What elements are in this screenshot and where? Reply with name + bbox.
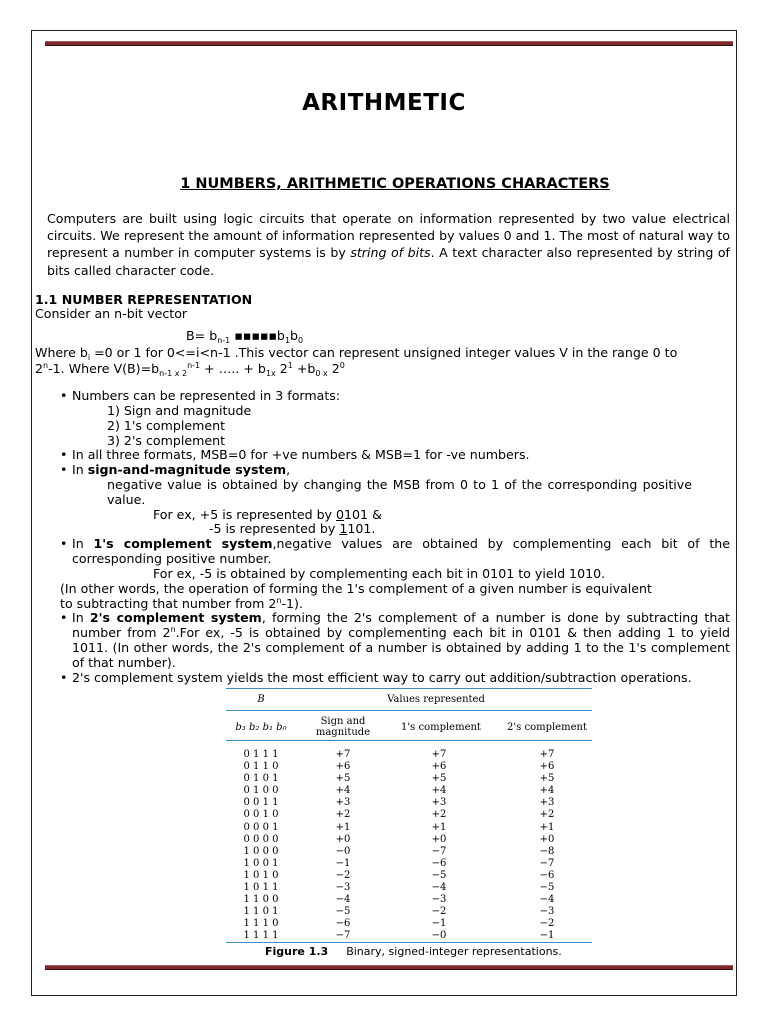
intro-emphasis: string of bits xyxy=(350,245,431,261)
sign-magnitude-column: +7 +6 +5 +4 +3 +2 +1 +0 −0 −1 −2 −3 −4 −5 −6 −7 xyxy=(335,749,351,942)
header-sign-magnitude: Sign and magnitude xyxy=(315,716,371,738)
figure-caption xyxy=(265,945,562,958)
table-header-rule xyxy=(226,740,592,741)
note-line-2: to subtracting that number from 2$^n$-1). xyxy=(60,596,303,611)
example-minus-five: -5 is represented by 1101. xyxy=(209,521,376,536)
intro-paragraph: Computers are built using logic circuits that operate on information represented by two value electrical circuits. We represent the amount of information represented by values 0 and 1. The most of natural way to represent a number in computer systems is by string of bits. A text character also represented by string of bits called character code. xyxy=(47,211,730,278)
example-plus-five: For ex, +5 is represented by 0101 & xyxy=(153,507,382,522)
where-line-1: Where $b_i =0$ or 1 for 0<=i<n-1 .This vector can represent unsigned integer values V in the range 0 to xyxy=(35,345,678,362)
table-mid-rule xyxy=(226,710,592,711)
header-twos-complement: 2's complement xyxy=(507,722,587,733)
signed-integer-table xyxy=(226,688,592,943)
vector-formula: $B= b_{n-1}$ $▪▪▪▪▪b_1b_0$ xyxy=(186,328,304,345)
note-line-1: (In other words, the operation of forming the 1's complement of a given number is equivalent xyxy=(60,581,652,596)
header-values-represented: Values represented xyxy=(387,694,485,705)
bullet-efficiency: • 2's complement system yields the most efficient way to carry out addition/subtraction operations. xyxy=(72,670,692,685)
bullet-formats: • Numbers can be represented in 3 formats: xyxy=(72,388,340,403)
table-top-rule xyxy=(226,688,592,689)
twos-complement-column: +7 +6 +5 +4 +3 +2 +1 +0 −8 −7 −6 −5 −4 −3 −2 −1 xyxy=(539,749,555,942)
section-heading: 1 NUMBERS, ARITHMETIC OPERATIONS CHARACTERS xyxy=(180,176,610,192)
vector-intro: Consider an n-bit vector xyxy=(35,306,188,321)
page-title: ARITHMETIC xyxy=(302,90,466,116)
header-ones-complement: 1's complement xyxy=(401,722,481,733)
header-b: B xyxy=(257,694,265,705)
figure-label: Figure 1.3 xyxy=(265,945,329,958)
example-ones-complement: For ex, -5 is obtained by complementing each bit in 0101 to yield 1010. xyxy=(153,566,606,581)
bullet-ones-complement: • In 1's complement system,negative values are obtained by complementing each bit of the corresponding positive number. xyxy=(72,536,730,566)
subsection-heading: 1.1 NUMBER REPRESENTATION xyxy=(35,292,253,307)
bullet-sign-magnitude: • In sign-and-magnitude system, xyxy=(72,462,290,477)
bullet-twos-complement: • In 2's complement system, forming the 2's complement of a number is done by subtracting that number from 2$^n$.For ex, -5 is obtained by complementing each bit in 0101 & then adding 1 to yield 1011. (In other words, the 2's complement of a number is obtained by adding 1 to the 1's complement of that number). xyxy=(72,610,730,670)
sign-magnitude-text: negative value is obtained by changing the MSB from 0 to 1 of the corresponding positive value. xyxy=(107,477,692,507)
format-item-3: 3) 2's complement xyxy=(107,433,226,448)
top-rule xyxy=(45,41,733,46)
figure-caption-text: Binary, signed-integer representations. xyxy=(346,945,562,958)
ones-complement-column: +7 +6 +5 +4 +3 +2 +1 +0 −7 −6 −5 −4 −3 −2 −1 −0 xyxy=(431,749,447,942)
where-line-2: 2$^n$-1. Where $V(B)=b_{n-1 x 2}^{n-1}$ + ….. + $b_{1x}$ $2^1 +b_{0 x}$ $2^0$ xyxy=(35,361,345,378)
format-item-1: 1) Sign and magnitude xyxy=(107,403,252,418)
bits-column: 0 1 1 1 0 1 1 0 0 1 0 1 0 1 0 0 0 0 1 1 0 0 1 0 0 0 0 1 0 0 0 0 1 0 0 0 1 0 0 1 1 0 1 0 1 0 1 1 1 1 0 0 1 1 0 1 1 1 1 0 1 1 1 1 xyxy=(243,749,279,942)
bullet-msb: • In all three formats, MSB=0 for +ve numbers & MSB=1 for -ve numbers. xyxy=(72,447,530,462)
header-bits: b₃ b₂ b₁ b₀ xyxy=(235,722,287,733)
table-bottom-rule xyxy=(226,942,592,943)
format-item-2: 2) 1's complement xyxy=(107,418,226,433)
bottom-rule xyxy=(45,965,733,970)
